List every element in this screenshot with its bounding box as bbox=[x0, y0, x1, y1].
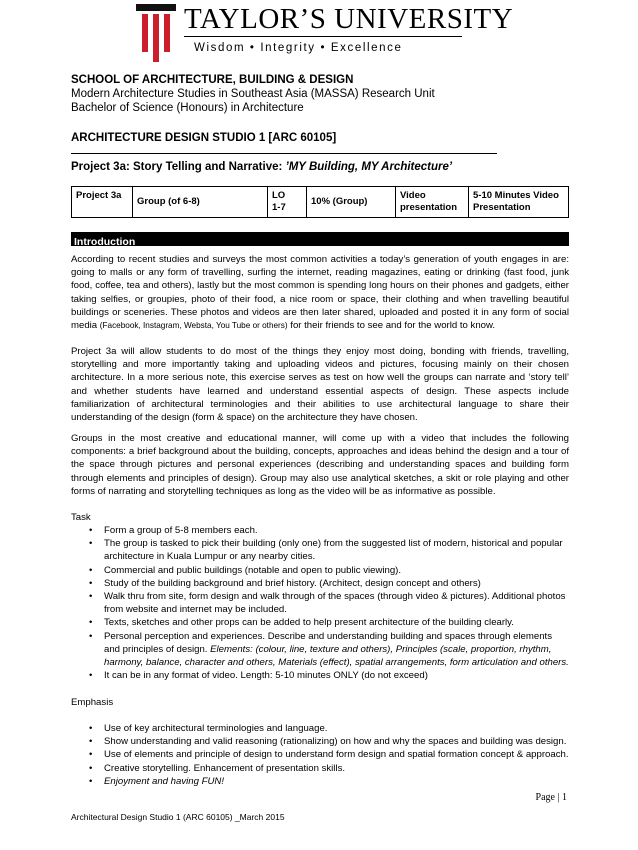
research-unit: Modern Architecture Studies in Southeast Asia (MASSA) Research Unit bbox=[71, 88, 435, 100]
list-item: • Study of the building background and brief history. (Architect, design concept and others) bbox=[71, 577, 569, 590]
item-italic-text: Elements: (colour, line, texture and others), Principles (scale, proportion, rhythm, harmony, balance, character and others, Materials (effect), spatial arrangements, form articulation and others. bbox=[104, 643, 569, 669]
lo-label: LO bbox=[272, 190, 286, 201]
introduction-heading-bar bbox=[71, 232, 569, 246]
table-row bbox=[72, 187, 569, 218]
item-text: Personal perception and experiences. Describe and understanding building and spaces through elements and principles of design. bbox=[104, 630, 553, 655]
list-item: • It can be in any format of video. Length: 5-10 minutes ONLY (do not exceed) bbox=[71, 669, 569, 682]
table-cell: 10% (Group) bbox=[307, 187, 396, 218]
divider bbox=[71, 153, 497, 154]
task-label: Task bbox=[71, 512, 91, 523]
list-item: • Creative storytelling. Enhancement of presentation skills. bbox=[71, 762, 569, 775]
list-item bbox=[71, 775, 569, 788]
list-item: • The group is tasked to pick their building (only one) from the suggested list of modern, historical and popular architecture in Kuala Lumpur or any nearby cities. bbox=[71, 537, 569, 563]
list-item bbox=[71, 630, 569, 670]
list-item: • Use of key architectural terminologies and language. bbox=[71, 722, 569, 735]
list-item: • Form a group of 5-8 members each. bbox=[71, 524, 569, 537]
school-header bbox=[71, 73, 435, 115]
footer-document-title: Architectural Design Studio 1 (ARC 60105) _March 2015 bbox=[71, 812, 285, 822]
list-item: • Use of elements and principle of design to understand form design and spatial formation concept & approach. bbox=[71, 748, 569, 761]
taylors-crest-icon bbox=[136, 4, 176, 62]
university-name: TAYLOR’S UNIVERSITY bbox=[184, 3, 514, 35]
project-title-prefix: Project 3a: Story Telling and Narrative: bbox=[71, 161, 286, 173]
intro-paragraph-2: Project 3a will allow students to do most of the things they enjoy most doing, bonding with friends, travelling, storytelling and more importantly taking and uploading videos and pictures, focusing mainly on their chosen architecture. In a more serious note, this exercise serves as test on how well the groups can narrate and ‘story tell’ and whether students have learned and understand essential aspects of design. These aspects include familiarization of architectural terminologies and their abilities to use architectural language to share their understanding of the design (form & space) on the architecture they have chosen. bbox=[71, 346, 569, 424]
paragraph-text: According to recent studies and surveys the most common activities a today’s generation of youth engages in are: going to malls or any form of travelling, surfing the internet, reading magazines, eating or drinking (fast food, junk food, coffee, tea and others), lastly but the most common is spending long hours on their phones and gadgets, either taking selfies, or groupies, photo of their food, a nice room or space, their clothing and when travelling beautiful buildings or sceneries. These photos and videos are then later shared, uploaded and posted it in any form of social media bbox=[71, 254, 569, 332]
emphasis-list bbox=[71, 722, 569, 788]
intro-paragraph-1 bbox=[71, 253, 569, 332]
list-item: • Texts, sketches and other props can be added to help present architecture of the building clearly. bbox=[71, 616, 569, 629]
project-title-italic: ’MY Building, MY Architecture’ bbox=[285, 161, 453, 173]
list-item: • Walk thru from site, form design and walk through of the spaces (through video & pictures). Additional photos from website and internet may be included. bbox=[71, 590, 569, 616]
project-info-table bbox=[71, 186, 569, 218]
introduction-heading: Introduction bbox=[74, 236, 136, 248]
lo-range: 1-7 bbox=[272, 202, 286, 213]
school-name: SCHOOL OF ARCHITECTURE, BUILDING & DESIGN bbox=[71, 74, 354, 86]
program-name: Bachelor of Science (Honours) in Architecture bbox=[71, 102, 304, 114]
list-item: • Show understanding and valid reasoning (rationalizing) on how and why the spaces and building was design. bbox=[71, 735, 569, 748]
table-cell: Video presentation bbox=[396, 187, 469, 218]
task-list bbox=[71, 524, 569, 682]
logo-divider bbox=[184, 36, 462, 37]
list-item: • Commercial and public buildings (notable and open to public viewing). bbox=[71, 564, 569, 577]
table-cell bbox=[268, 187, 307, 218]
paragraph-text: for their friends to see and for the world to know. bbox=[287, 320, 496, 332]
university-logo bbox=[136, 3, 514, 66]
university-motto: Wisdom • Integrity • Excellence bbox=[194, 42, 403, 54]
table-cell: 5-10 Minutes Video Presentation bbox=[469, 187, 569, 218]
item-italic-text: Enjoyment and having FUN! bbox=[104, 775, 224, 787]
social-media-list: (Facebook, Instagram, Websta, You Tube or others) bbox=[99, 321, 288, 331]
course-title: ARCHITECTURE DESIGN STUDIO 1 [ARC 60105] bbox=[71, 132, 337, 144]
emphasis-label: Emphasis bbox=[71, 697, 114, 708]
project-title bbox=[71, 160, 452, 174]
table-cell: Project 3a bbox=[72, 187, 133, 218]
page-number: Page | 1 bbox=[535, 792, 567, 803]
table-cell: Group (of 6-8) bbox=[133, 187, 268, 218]
intro-paragraph-3: Groups in the most creative and educational manner, will come up with a video that includes the following components: a brief background about the building, concepts, approaches and ideas behind the design and a tour of the space through pictures and personal experiences (describing and understanding spaces and building form through elements and principles of design). Group may also use analytical sketches, a skit or role playing and other forms of narrating and storytelling techniques as long as the video will be as informative as possible. bbox=[71, 433, 569, 497]
